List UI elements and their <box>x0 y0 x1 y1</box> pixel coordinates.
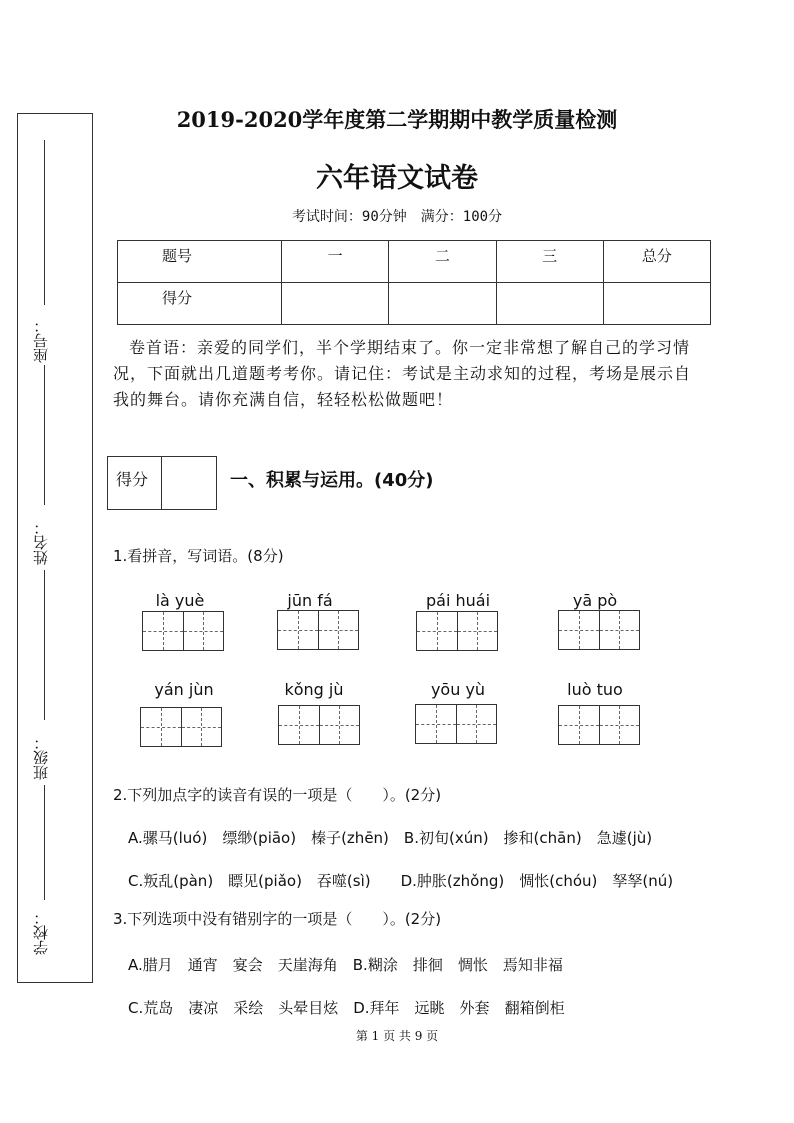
question-2-options-cd: C.叛乱(pàn) 瞟见(piǎo) 吞噬(sì) D.肿胀(zhǒng) 惆怅(chóu) 孥孥(nú) <box>128 872 674 890</box>
preface-text: 卷首语：亲爱的同学们，半个学期结束了。你一定非常想了解自己的学习情况，下面就出几道题考考你。请记住：考试是主动求知的过程，考场是展示自我的舞台。请你充满自信，轻轻松松做题吧！ <box>113 338 692 409</box>
section-score-label: 得分 <box>108 457 162 509</box>
answer-grid[interactable] <box>142 611 224 651</box>
pinyin-label: pái huái <box>425 591 491 610</box>
class-underline <box>44 785 45 900</box>
section-title: 一、积累与运用。(40分) <box>230 470 434 491</box>
answer-grid[interactable] <box>140 707 222 747</box>
pinyin-label: jūn fá <box>287 591 333 610</box>
score-cell[interactable] <box>282 283 389 325</box>
section-score-box <box>107 456 217 510</box>
pinyin-label: là yuè <box>155 591 205 610</box>
score-table-header-row <box>118 241 711 283</box>
pinyin-label: kǒng jù <box>284 680 344 699</box>
score-table-score-row <box>118 283 711 325</box>
score-table-header: 题号 <box>118 241 282 283</box>
answer-grid[interactable] <box>558 610 640 650</box>
pinyin-label: yā pò <box>572 591 618 610</box>
question-3-prompt: 3.下列选项中没有错别字的一项是（ ）。(2分) <box>113 910 442 928</box>
score-table-header: 总分 <box>603 241 710 283</box>
seat-underline-2 <box>44 365 45 505</box>
score-table-header: 一 <box>282 241 389 283</box>
pinyin-label: yán jùn <box>154 680 214 699</box>
school-label: 学校： <box>32 910 50 955</box>
exam-title: 2019-2020学年度第二学期期中教学质量检测 <box>176 107 618 132</box>
question-1-prompt: 1.看拼音，写词语。(8分) <box>113 547 284 565</box>
name-underline <box>44 570 45 720</box>
score-cell[interactable] <box>496 283 603 325</box>
name-label: 姓名： <box>32 520 50 565</box>
exam-subtitle: 六年语文试卷 <box>316 163 478 194</box>
question-3-options-cd: C.荒岛 凄凉 采绘 头晕目炫 D.拜年 远眺 外套 翻箱倒柜 <box>128 999 565 1017</box>
exam-info: 考试时间：90分钟 满分：100分 <box>291 209 503 225</box>
answer-grid[interactable] <box>558 705 640 745</box>
page-footer: 第 1 页 共 9 页 <box>355 1029 439 1043</box>
score-table-header: 二 <box>389 241 496 283</box>
score-cell[interactable] <box>389 283 496 325</box>
pinyin-label: luò tuo <box>567 680 623 699</box>
score-row-label: 得分 <box>118 283 282 325</box>
answer-grid[interactable] <box>278 705 360 745</box>
score-table-header: 三 <box>496 241 603 283</box>
class-label: 班级： <box>32 735 50 780</box>
pinyin-label: yōu yù <box>430 680 486 699</box>
answer-grid[interactable] <box>277 610 359 650</box>
question-2-options-ab: A.骡马(luó) 缥缈(piāo) 榛子(zhēn) B.初旬(xún) 掺和(chān) 急遽(jù) <box>128 829 653 847</box>
answer-grid[interactable] <box>416 611 498 651</box>
binding-strip <box>17 113 93 983</box>
score-table <box>117 240 711 325</box>
answer-grid[interactable] <box>415 704 497 744</box>
seat-label: 座号： <box>32 318 50 363</box>
question-2-prompt: 2.下列加点字的读音有误的一项是（ ）。(2分) <box>113 786 442 804</box>
score-cell[interactable] <box>603 283 710 325</box>
question-3-options-ab: A.腊月 通宵 宴会 天崖海角 B.糊涂 排徊 惆怅 焉知非福 <box>128 956 563 974</box>
